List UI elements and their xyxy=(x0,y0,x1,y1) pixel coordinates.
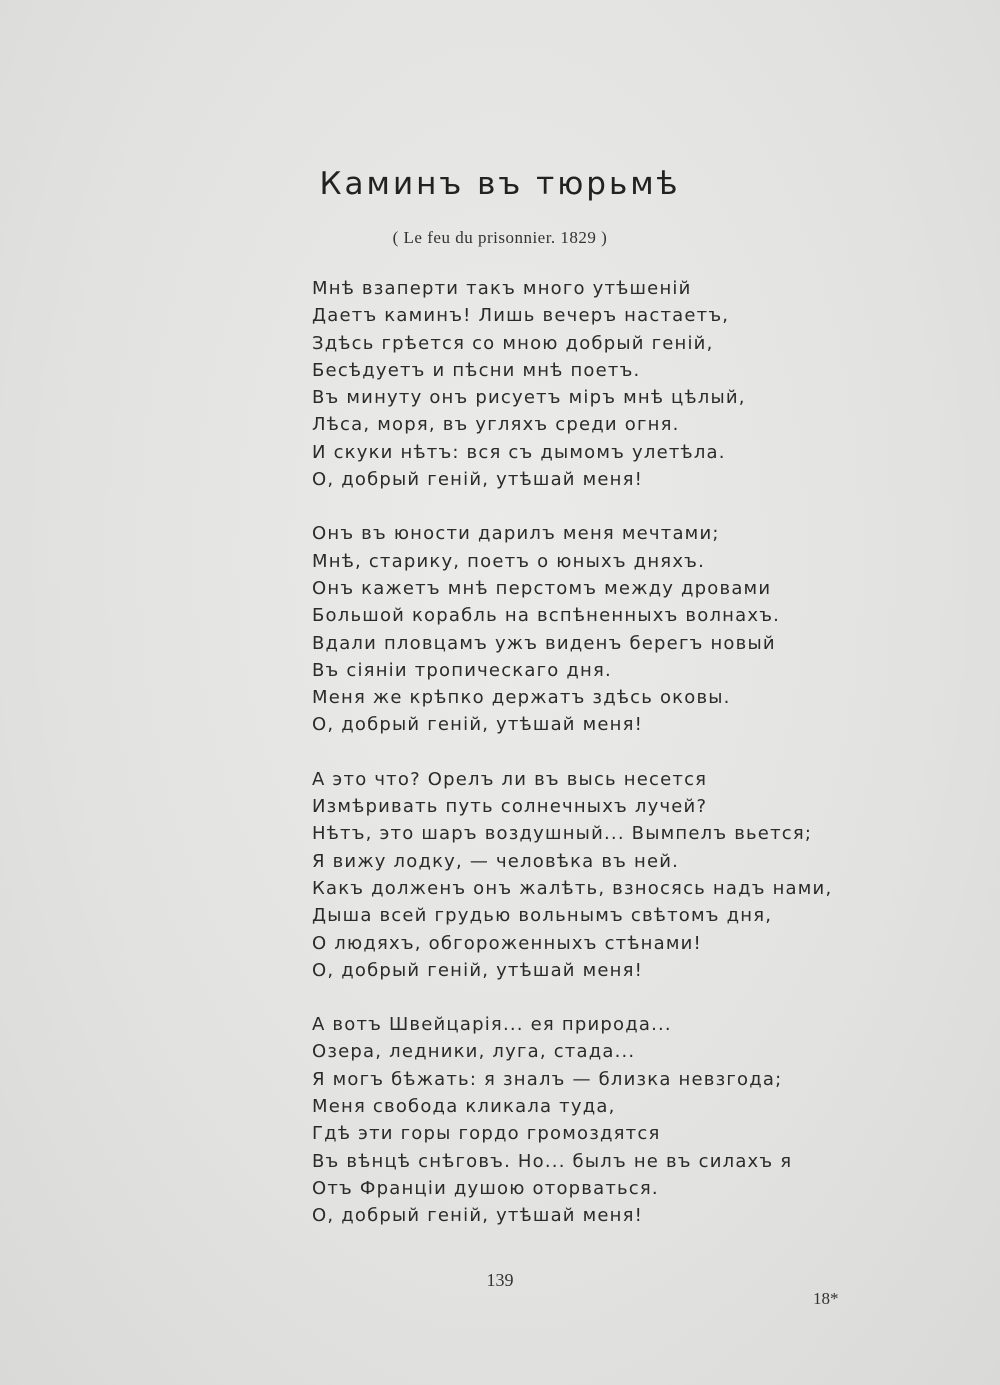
poem-line: Въ вѣнцѣ снѣговъ. Но... былъ не въ силахъ я xyxy=(312,1150,793,1172)
poem-line: Меня свобода кликала туда, xyxy=(312,1096,616,1118)
poem-line: Я могъ бѣжать: я зналъ — близка невзгода; xyxy=(312,1068,783,1090)
poem-line: Даетъ каминъ! Лишь вечеръ настаетъ, xyxy=(312,305,730,327)
poem-line: Дыша всей грудью вольнымъ свѣтомъ дня, xyxy=(312,905,773,927)
poem-line: Отъ Франціи душою оторваться. xyxy=(312,1177,659,1199)
poem-line: О, добрый геній, утѣшай меня! xyxy=(312,714,644,736)
poem-line: Большой корабль на вспѣненныхъ волнахъ. xyxy=(312,605,781,627)
poem-line: Мнѣ, старику, поетъ о юныхъ дняхъ. xyxy=(312,550,706,572)
poem-line: Меня же крѣпко держатъ здѣсь оковы. xyxy=(312,687,731,709)
poem-title: Каминъ въ тюрьмѣ xyxy=(319,166,681,202)
poem-line: Онъ кажетъ мнѣ перстомъ между дровами xyxy=(312,577,772,599)
page-number: 139 xyxy=(486,1270,514,1290)
stanza-2 xyxy=(312,520,832,738)
poem-line: Какъ долженъ онъ жалѣть, взносясь надъ нами, xyxy=(312,877,833,899)
poem-line: Лѣса, моря, въ угляхъ среди огня. xyxy=(312,414,680,436)
poem-line: Въ сіяніи тропическаго дня. xyxy=(312,659,612,681)
poem-line: Здѣсь грѣется со мною добрый геній, xyxy=(312,332,714,354)
poem-line: Мнѣ взаперти такъ много утѣшеній xyxy=(312,278,692,299)
poem-subtitle: ( Le feu du prisonnier. 1829 ) xyxy=(392,228,608,247)
poem-line: Нѣтъ, это шаръ воздушный... Вымпелъ вьется; xyxy=(312,823,813,845)
poem-line: О, добрый геній, утѣшай меня! xyxy=(312,1205,644,1227)
poem-line: А вотъ Швейцарія... ея природа... xyxy=(312,1014,672,1036)
poem-line: О, добрый геній, утѣшай меня! xyxy=(312,469,644,491)
poem-line: О, добрый геній, утѣшай меня! xyxy=(312,959,644,981)
poem-line: Бесѣдуетъ и пѣсни мнѣ поетъ. xyxy=(312,359,641,381)
poem-line: Озера, ледники, луга, стада... xyxy=(312,1041,636,1063)
stanza-1 xyxy=(312,275,832,493)
poem-line: А это что? Орелъ ли въ высь несется xyxy=(312,768,708,790)
poem-line: О людяхъ, обгороженныхъ стѣнами! xyxy=(312,932,702,954)
poem-line: Въ минуту онъ рисуетъ міръ мнѣ цѣлый, xyxy=(312,387,746,409)
poem-line: Вдали пловцамъ ужъ виденъ берегъ новый xyxy=(312,632,776,654)
signature-mark: 18* xyxy=(813,1289,839,1308)
poem-line: Я вижу лодку, — человѣка въ ней. xyxy=(312,850,680,872)
stanza-4 xyxy=(312,1011,832,1229)
poem-body xyxy=(312,275,832,1257)
poem-line: Гдѣ эти горы гордо громоздятся xyxy=(312,1123,661,1145)
stanza-3 xyxy=(312,766,832,984)
poem-line: И скуки нѣтъ: вся съ дымомъ улетѣла. xyxy=(312,441,726,463)
poem-line: Онъ въ юности дарилъ меня мечтами; xyxy=(312,523,720,545)
poem-line: Измѣривать путь солнечныхъ лучей? xyxy=(312,796,708,818)
